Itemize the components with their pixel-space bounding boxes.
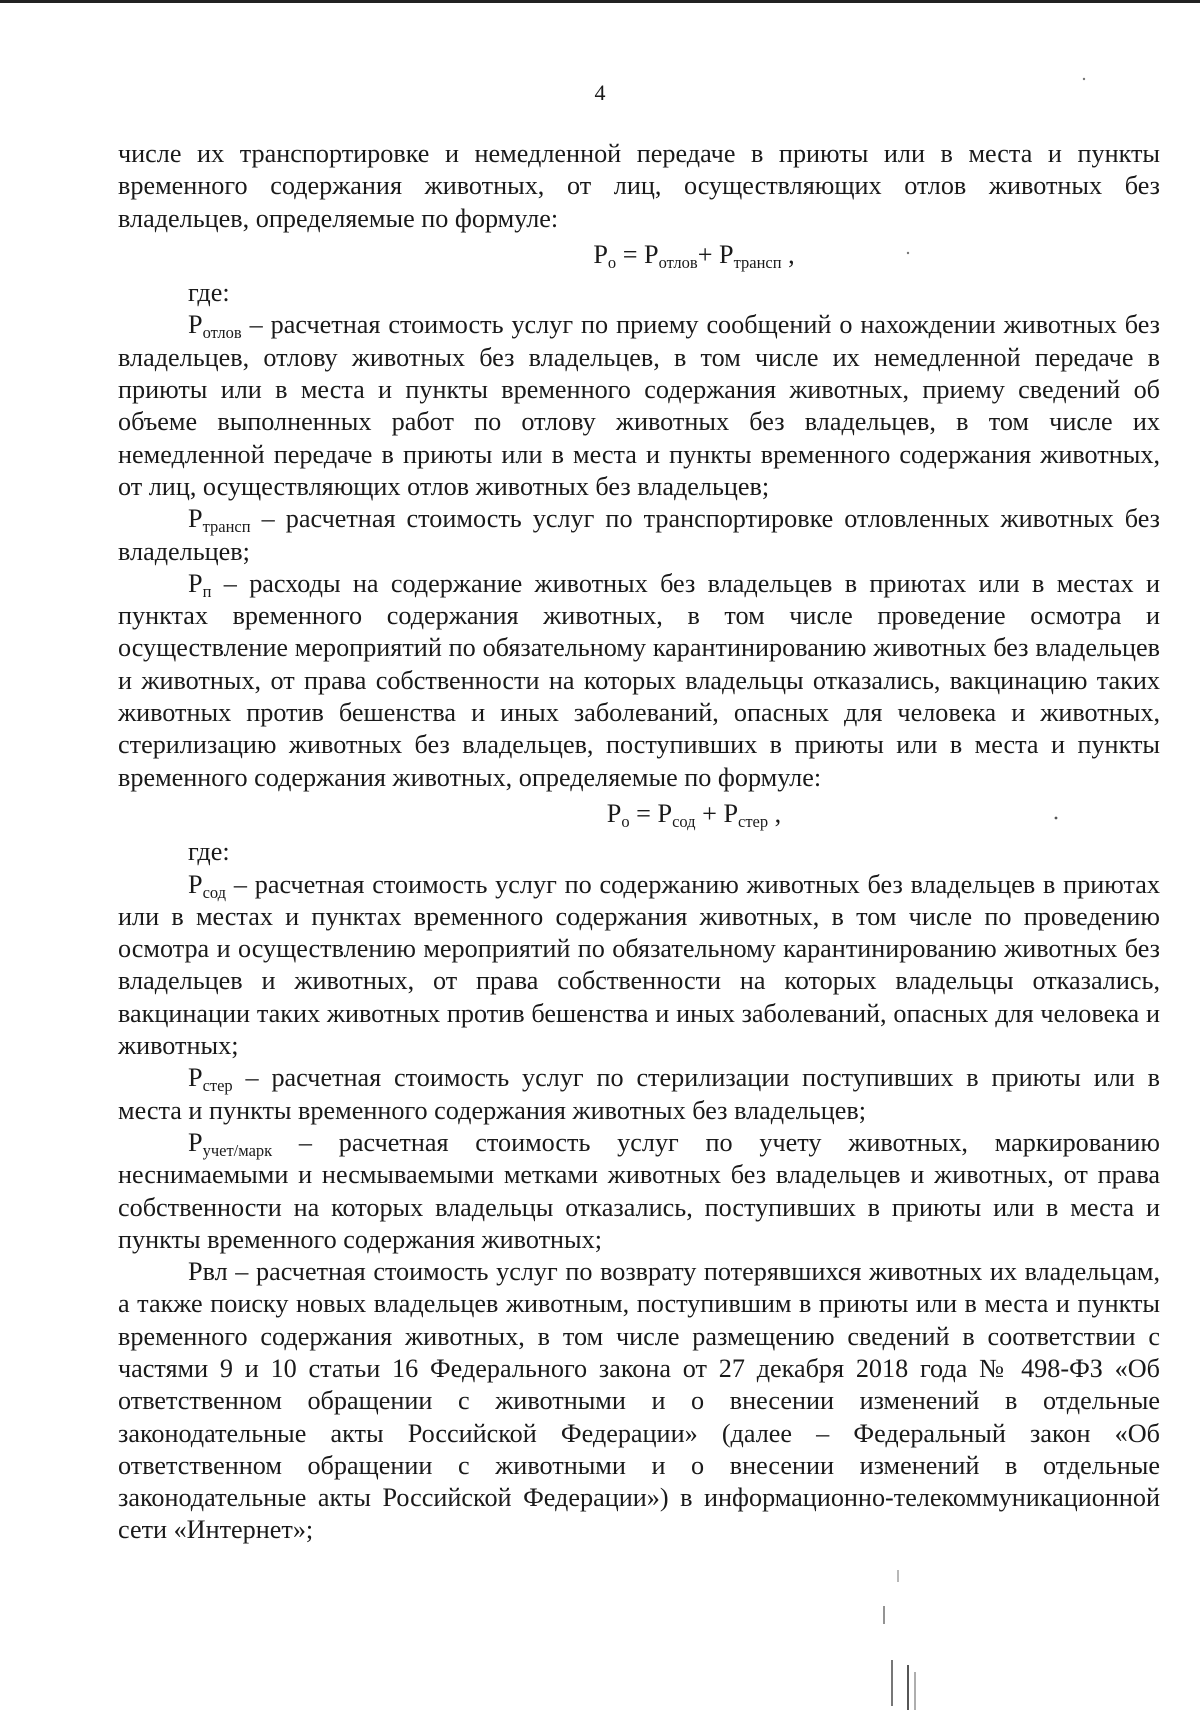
top-border-line — [0, 0, 1200, 3]
formula-p-o-transport: $P_о = P_{отлов}+ P_{трансп}$ , — [593, 239, 795, 272]
definition-p-p: $P_п$ – расходы на содержание животных без владельцев в приютах или в местах и пунктах временного содержания животных, в том числе проведение осмотра и осуществление мероприятий по обязательному карантинированию животных без владельцев и животных, от права собственности на которых владельцы отказались, вакцинацию таких животных против бешенства и иных заболеваний, опасных для человека и животных, стерилизацию животных без владельцев, поступивших в приюты или в места и пункты временного содержания животных, определяемые по формуле: — [118, 568, 1160, 792]
definition-p-transp: $P_{трансп}$ – расчетная стоимость услуг по транспортировке отловленных животных без владельцев; — [118, 504, 1160, 566]
document-body — [118, 138, 1160, 1547]
definition-p-ster: $P_{стер}$ – расчетная стоимость услуг по стерилизации поступивших в приюты или в места и пункты временного содержания животных без владельцев; — [118, 1063, 1160, 1125]
definition-p-sod: $P_{сод}$ – расчетная стоимость услуг по содержанию животных без владельцев в приютах или в местах и пунктах временного содержания животных, в том числе по проведению осмотра и осуществлению мероприятий по обязательному карантинированию животных без владельцев и животных, от права собственности на которых владельцы отказались, вакцинации таких животных против бешенства и иных заболеваний, опасных для человека и животных; — [118, 869, 1160, 1061]
definition-p-vl: Рвл – расчетная стоимость услуг по возврату потерявшихся животных их владельцам, а также поиску новых владельцев животным, поступившим в приюты или в места и пункты временного содержания животных, в том числе размещению сведений в соответствии с частями 9 и 10 статьи 16 Федерального закона от 27 декабря 2018 года № 498-ФЗ «Об ответственном обращении с животными и о внесении изменений в отдельные законодательные акты Российской Федерации» (далее – Федеральный закон «Об ответственном обращении с животными и о внесении изменений в отдельные законодательные акты Российской Федерации») в информационно-телекоммуникационной сети «Интернет»; — [118, 1257, 1160, 1545]
formula-p-o-keeping: $P_о = P_{сод} + P_{стер}$ , — [606, 798, 782, 831]
definition-p-uchet-mark: $P_{учет/марк}$ – расчетная стоимость услуг по учету животных, маркированию неснимаемыми и несмываемыми метками животных без владельцев и животных, от права собственности на которых владельцы отказались, поступивших в приюты или в места и пункты временного содержания животных; — [118, 1127, 1160, 1254]
page-number: 4 — [594, 80, 606, 105]
where-label: где: — [188, 278, 230, 308]
paragraph-intro-continuation: числе их транспортировке и немедленной передаче в приюты или в места и пункты временного содержания животных, от лиц, осуществляющих отлов животных без владельцев, определяемые по формуле: — [118, 139, 1160, 233]
where-label: где: — [188, 837, 230, 867]
definition-p-otlov: $P_{отлов}$ – расчетная стоимость услуг по приему сообщений о нахождении животных без владельцев, отлову животных без владельцев, в том числе их немедленной передаче в приюты или в места и пункты временного содержания животных, приему сведений об объеме выполненных работ по отлову животных без владельцев, в том числе их немедленной передаче в приюты или в места и пункты временного содержания животных, от лиц, осуществляющих отлов животных без владельцев; — [118, 310, 1160, 501]
